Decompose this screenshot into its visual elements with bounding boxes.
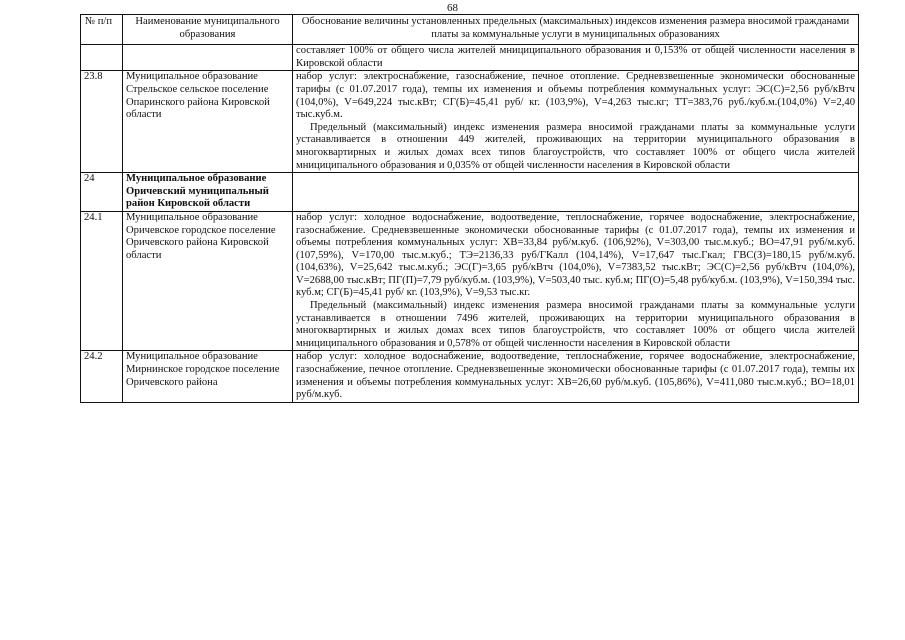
row-basis [293,71,859,173]
row-name: Муниципальное образование Мирнинское городское поселение Оричевского района [123,351,293,402]
page-number: 68 [447,2,458,14]
row-name [123,45,293,71]
row-num: 24.1 [81,211,123,351]
basis-paragraph: Предельный (максимальный) индекс изменения размера вносимой гражданами платы за коммунальные услуги устанавливается в отношении 449 жителей, проживающих на территории муниципального образования в многоквартирных и жилых домах всех типов благоустройств, что составляет 100% от общего числа жителей мнициципального образования и 0,035% от общей численности населения в Кировской области [296,121,855,171]
row-name: Муниципальное образование Оричевское городское поселение Оричевского района Кировской области [123,211,293,351]
basis-paragraph: Предельный (максимальный) индекс изменения размера вносимой гражданами платы за коммунальные услуги устанавливается в отношении 7496 жителей, проживающих на территории муниципального образования в многоквартирных и жилых домах всех типов благоустройств, что составляет 100% от общего числа жителей мнициципального образования и 0,578% от общей численности населения в Кировской области [296,300,855,349]
row-num: 24.2 [81,351,123,402]
basis-paragraph: набор услуг: электроснабжение, газоснабжение, печное отопление. Средневзвешенные экономически обоснованные тарифы (с 01.07.2017 года), темпы их изменения и объемы потребления коммунальных услуг: ЭС(С)=2,56 руб/кВтч (104,0%), V=649,224 тыс.кВт; СГ(Б)=45,41 руб/ кг. (103,9%), V=4,263 тыс.кг; ТТ=383,76 руб./куб.м.(104,0%) V=2,40 тыс.куб.м. [296,71,855,121]
table-header-row [81,15,859,45]
row-num [81,45,123,71]
row-name: Муниципальное образование Стрельское сельское поселение Опаринского района Кировской области [123,71,293,173]
basis-paragraph: набор услуг: холодное водоснабжение, водоотведение, теплоснабжение, горячее водоснабжение, электроснабжение, газоснабжение, печное отопление. Средневзвешенные экономически обоснованные тарифы (с 01.07.2017 года), темпы их изменения и объемы потребления коммунальных услуг: ХВ=26,60 руб/м.куб. (105,86%), V=411,080 тыс.м.куб.; ВО=18,01 руб/м.куб. [296,351,855,401]
basis-paragraph: составляет 100% от общего числа жителей мнициципального образования и 0,153% от общей численности населения в Кировской области [296,45,855,69]
tariff-table [80,14,859,403]
header-name: Наименование муниципального образования [123,15,293,45]
table-row [81,173,859,212]
table-row [81,351,859,402]
row-basis [293,211,859,351]
basis-paragraph: набор услуг: холодное водоснабжение, водоотведение, теплоснабжение, горячее водоснабжение, электроснабжение, газоснабжение. Средневзвешенные экономически обоснованные тарифы (с 01.07.2017 года), темпы их изменения и объемы потребления коммунальных услуг: ХВ=33,84 руб/м.куб. (106,92%), V=303,00 тыс.м.куб.; ВО=47,91 руб/м.куб. (107,59%), V=170,00 тыс.м.куб.; ТЭ=2136,33 руб/ГКалл (104,14%), V=17,647 тыс.Гкал; ГВС(З)=180,15 руб/м.куб. (104,63%), V=25,642 тыс.м.куб.; ЭС(Г)=3,65 руб/кВтч (104,0%), V=7383,52 тыс.кВт; ЭС(С)=2,56 руб/кВтч (104,0%), V=2688,00 тыс.кВт; ПГ(П)=7,79 руб/куб.м. (103,9%), V=503,40 тыс. куб.м; ПГ(О)=5,48 руб/куб.м. (103,9%), V=150,394 тыс. куб.м; СГ(Б)=45,41 руб/ кг. (103,9%), V=9,53 тыс.кг. [296,211,855,299]
table-row [81,211,859,351]
row-basis [293,45,859,71]
row-num: 24 [81,173,123,212]
header-num: № п/п [81,15,123,45]
row-basis [293,351,859,402]
header-basis: Обоснование величины установленных предельных (максимальных) индексов изменения размера вносимой гражданами платы за коммунальные услуги в муниципальных образованиях [293,15,859,45]
table-row [81,71,859,173]
row-num: 23.8 [81,71,123,173]
table-row [81,45,859,71]
row-name: Муниципальное образование Оричевский муниципальный район Кировской области [123,173,293,212]
row-basis [293,173,859,212]
